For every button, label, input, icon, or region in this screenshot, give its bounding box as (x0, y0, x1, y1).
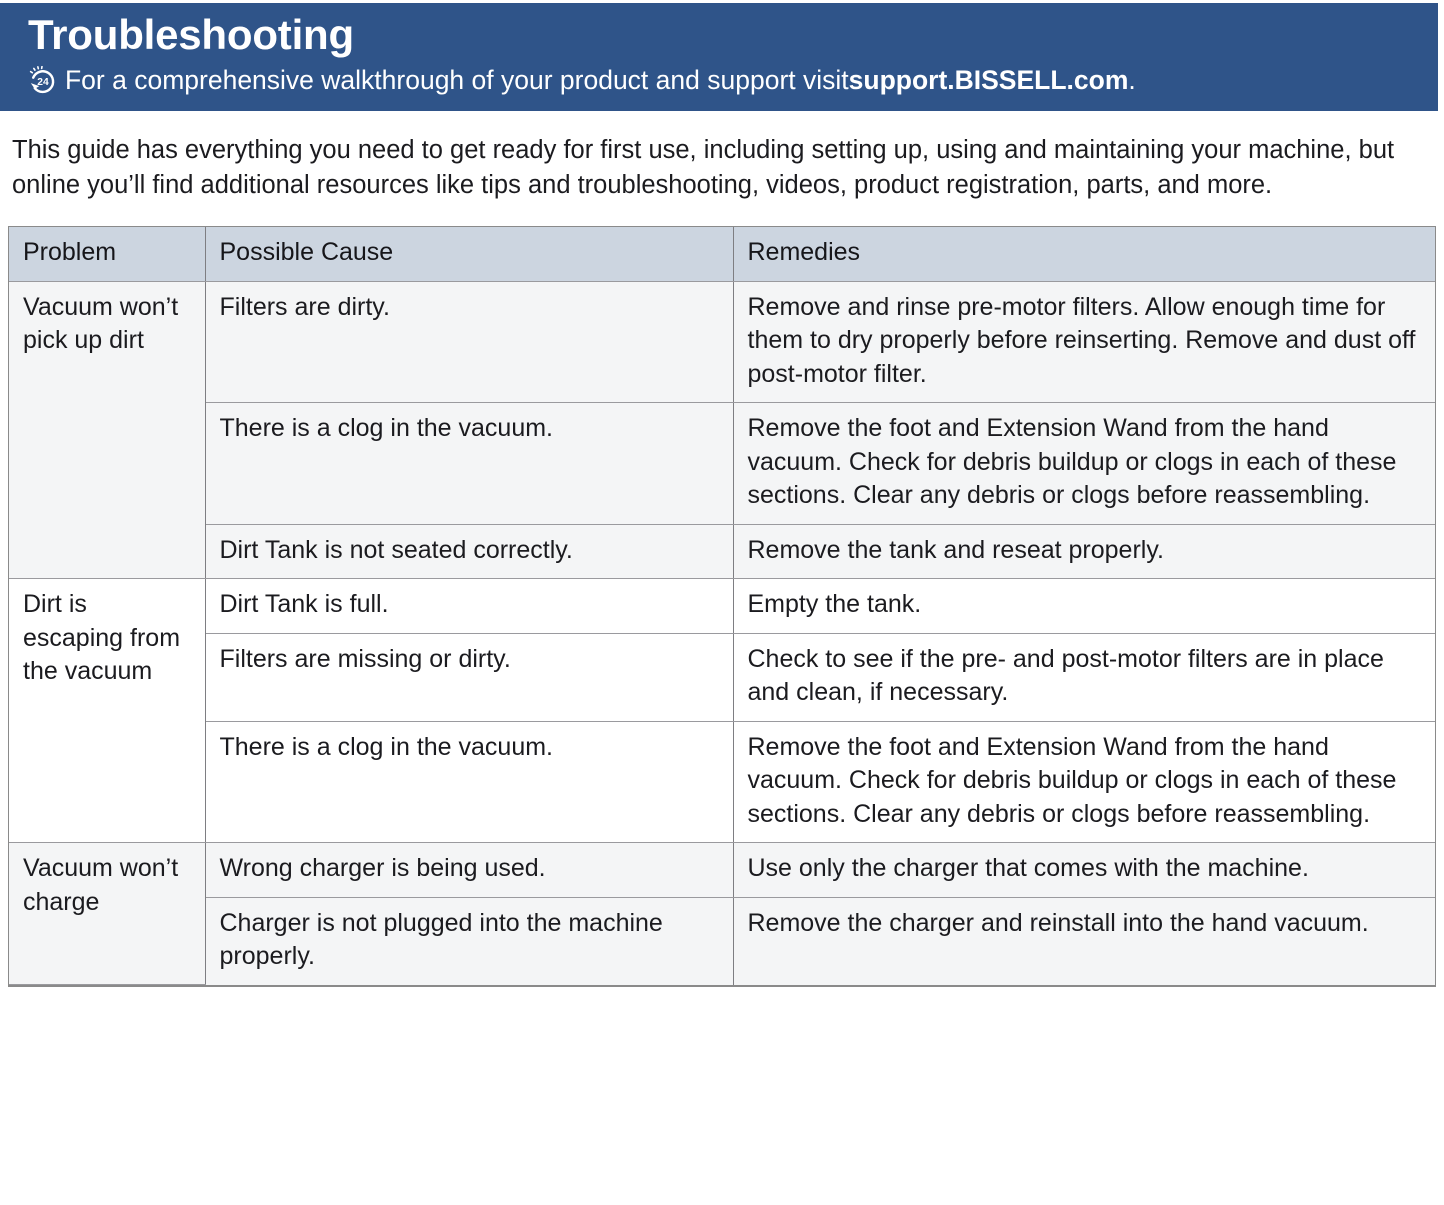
remedy-cell: Remove and rinse pre-motor filters. Allow enough time for them to dry properly before reinserting. Remove and dust off post-motor filter. (733, 281, 1435, 403)
banner-subtitle-text: For a comprehensive walkthrough of your product and support visit (65, 63, 849, 97)
banner-subtitle-period: . (1128, 63, 1135, 97)
column-header-problem: Problem (9, 227, 205, 281)
banner-subtitle (28, 63, 1438, 97)
table-row (9, 403, 1435, 525)
column-header-possible-cause: Possible Cause (205, 227, 733, 281)
remedy-cell: Remove the charger and reinstall into the hand vacuum. (733, 897, 1435, 985)
support-24-icon (28, 66, 58, 96)
troubleshooting-banner (0, 3, 1438, 111)
table-body (9, 281, 1435, 985)
cause-cell: There is a clog in the vacuum. (205, 721, 733, 843)
support-site-link[interactable]: support.BISSELL.com (849, 63, 1129, 97)
problem-cell: Vacuum won’t charge (9, 843, 205, 985)
table-row (9, 579, 1435, 634)
cause-cell: Dirt Tank is not seated correctly. (205, 524, 733, 579)
table-row (9, 281, 1435, 403)
cause-cell: Filters are dirty. (205, 281, 733, 403)
table-row (9, 524, 1435, 579)
table-header-row (9, 227, 1435, 281)
troubleshooting-table (9, 227, 1435, 985)
table-row (9, 897, 1435, 985)
troubleshooting-table-wrapper (8, 226, 1436, 987)
intro-paragraph: This guide has everything you need to get ready for first use, including setting up, using and maintaining your machine, but online you’ll find additional resources like tips and troubleshooting, videos, product registration, parts, and more. (12, 133, 1412, 202)
problem-cell: Dirt is escaping from the vacuum (9, 579, 205, 843)
remedy-cell: Remove the foot and Extension Wand from the hand vacuum. Check for debris buildup or clogs in each of these sections. Clear any debris or clogs before reassembling. (733, 403, 1435, 525)
cause-cell: Filters are missing or dirty. (205, 633, 733, 721)
remedy-cell: Empty the tank. (733, 579, 1435, 634)
cause-cell: Dirt Tank is full. (205, 579, 733, 634)
table-row (9, 633, 1435, 721)
remedy-cell: Check to see if the pre- and post-motor filters are in place and clean, if necessary. (733, 633, 1435, 721)
problem-cell: Vacuum won’t pick up dirt (9, 281, 205, 579)
svg-text:24: 24 (37, 77, 49, 88)
column-header-remedies: Remedies (733, 227, 1435, 281)
remedy-cell: Use only the charger that comes with the machine. (733, 843, 1435, 898)
remedy-cell: Remove the foot and Extension Wand from the hand vacuum. Check for debris buildup or clogs in each of these sections. Clear any debris or clogs before reassembling. (733, 721, 1435, 843)
cause-cell: Wrong charger is being used. (205, 843, 733, 898)
cause-cell: Charger is not plugged into the machine properly. (205, 897, 733, 985)
remedy-cell: Remove the tank and reseat properly. (733, 524, 1435, 579)
table-row (9, 721, 1435, 843)
table-row (9, 843, 1435, 898)
cause-cell: There is a clog in the vacuum. (205, 403, 733, 525)
table-header (9, 227, 1435, 281)
page-title: Troubleshooting (28, 9, 1438, 61)
